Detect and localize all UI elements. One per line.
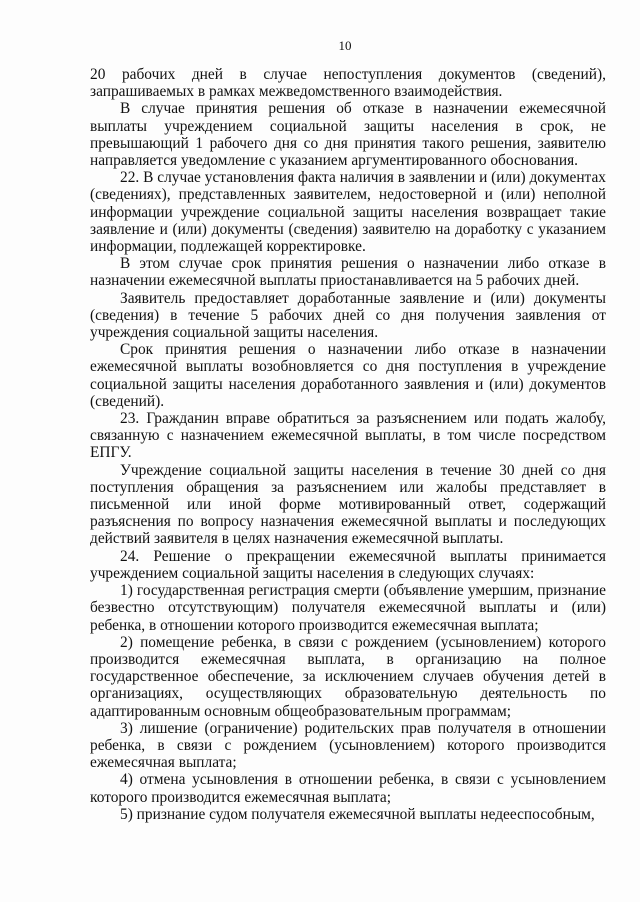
list-item-1: 1) государственная регистрация смерти (объявление умершим, признание безвестно отсутствующим) получателя ежемесячной выплаты и (или) ребенка, в отношении которого производится ежемесячная выплата;: [90, 582, 606, 634]
paragraph-resumption: Срок принятия решения о назначении либо отказе в назначении ежемесячной выплаты возобновляется со дня поступления в учреждение социальной защиты населения доработанного заявления и (или) документов (сведений).: [90, 341, 606, 410]
document-body: [90, 66, 606, 823]
paragraph-24: 24. Решение о прекращении ежемесячной выплаты принимается учреждением социальной защиты населения в следующих случаях:: [90, 547, 606, 582]
list-item-4: 4) отмена усыновления в отношении ребенка, в связи с усыновлением которого производится ежемесячная выплата;: [90, 771, 606, 806]
paragraph-suspension: В этом случае срок принятия решения о назначении либо отказе в назначении ежемесячной выплаты приостанавливается на 5 рабочих дней.: [90, 255, 606, 290]
list-item-3: 3) лишение (ограничение) родительских прав получателя в отношении ребенка, в связи с рождением (усыновлением) которого производится ежемесячная выплата;: [90, 719, 606, 772]
list-item-5: 5) признание судом получателя ежемесячной выплаты недееспособным,: [120, 805, 595, 823]
paragraph-continuation: 20 рабочих дней в случае непоступления документов (сведений), запрашиваемых в рамках межведомственного взаимодействия.: [90, 66, 606, 101]
paragraph-23: 23. Гражданин вправе обратиться за разъяснением или подать жалобу, связанную с назначением ежемесячной выплаты, в том числе посредством ЕПГУ.: [90, 410, 606, 462]
paragraph-refusal-notice: В случае принятия решения об отказе в назначении ежемесячной выплаты учреждением социальной защиты населения в срок, не превышающий 1 рабочего дня со дня принятия такого решения, заявителю направляется уведомление с указанием аргументированного обоснования.: [90, 100, 606, 170]
list-item-2: 2) помещение ребенка, в связи с рождением (усыновлением) которого производится ежемесячная выплата, в организацию на полное государственное обеспечение, за исключением случаев обучения детей в организациях, осуществляющих образовательную деятельность по адаптированным основным общеобразовательным программам;: [90, 633, 606, 720]
paragraph-resubmission: Заявитель предоставляет доработанные заявление и (или) документы (сведения) в течение 5 рабочих дней со дня получения заявления от учреждения социальной защиты населения.: [90, 289, 606, 342]
paragraph-response: Учреждение социальной защиты населения в течение 30 дней со дня поступления обращения за разъяснением или жалобы представляет в письменной или иной форме мотивированный ответ, содержащий разъяснения по вопросу назначения ежемесячной выплаты и последующих действий заявителя в целях назначения ежемесячной выплаты.: [90, 461, 606, 548]
page-number: 10: [338, 38, 352, 53]
paragraph-22: 22. В случае установления факта наличия в заявлении и (или) документах (сведениях), представленных заявителем, недостоверной и (или) неполной информации учреждение социальной защиты населения возвращает такие заявление и (или) документы (сведения) заявителю на доработку с указанием информации, подлежащей корректировке.: [90, 169, 606, 256]
